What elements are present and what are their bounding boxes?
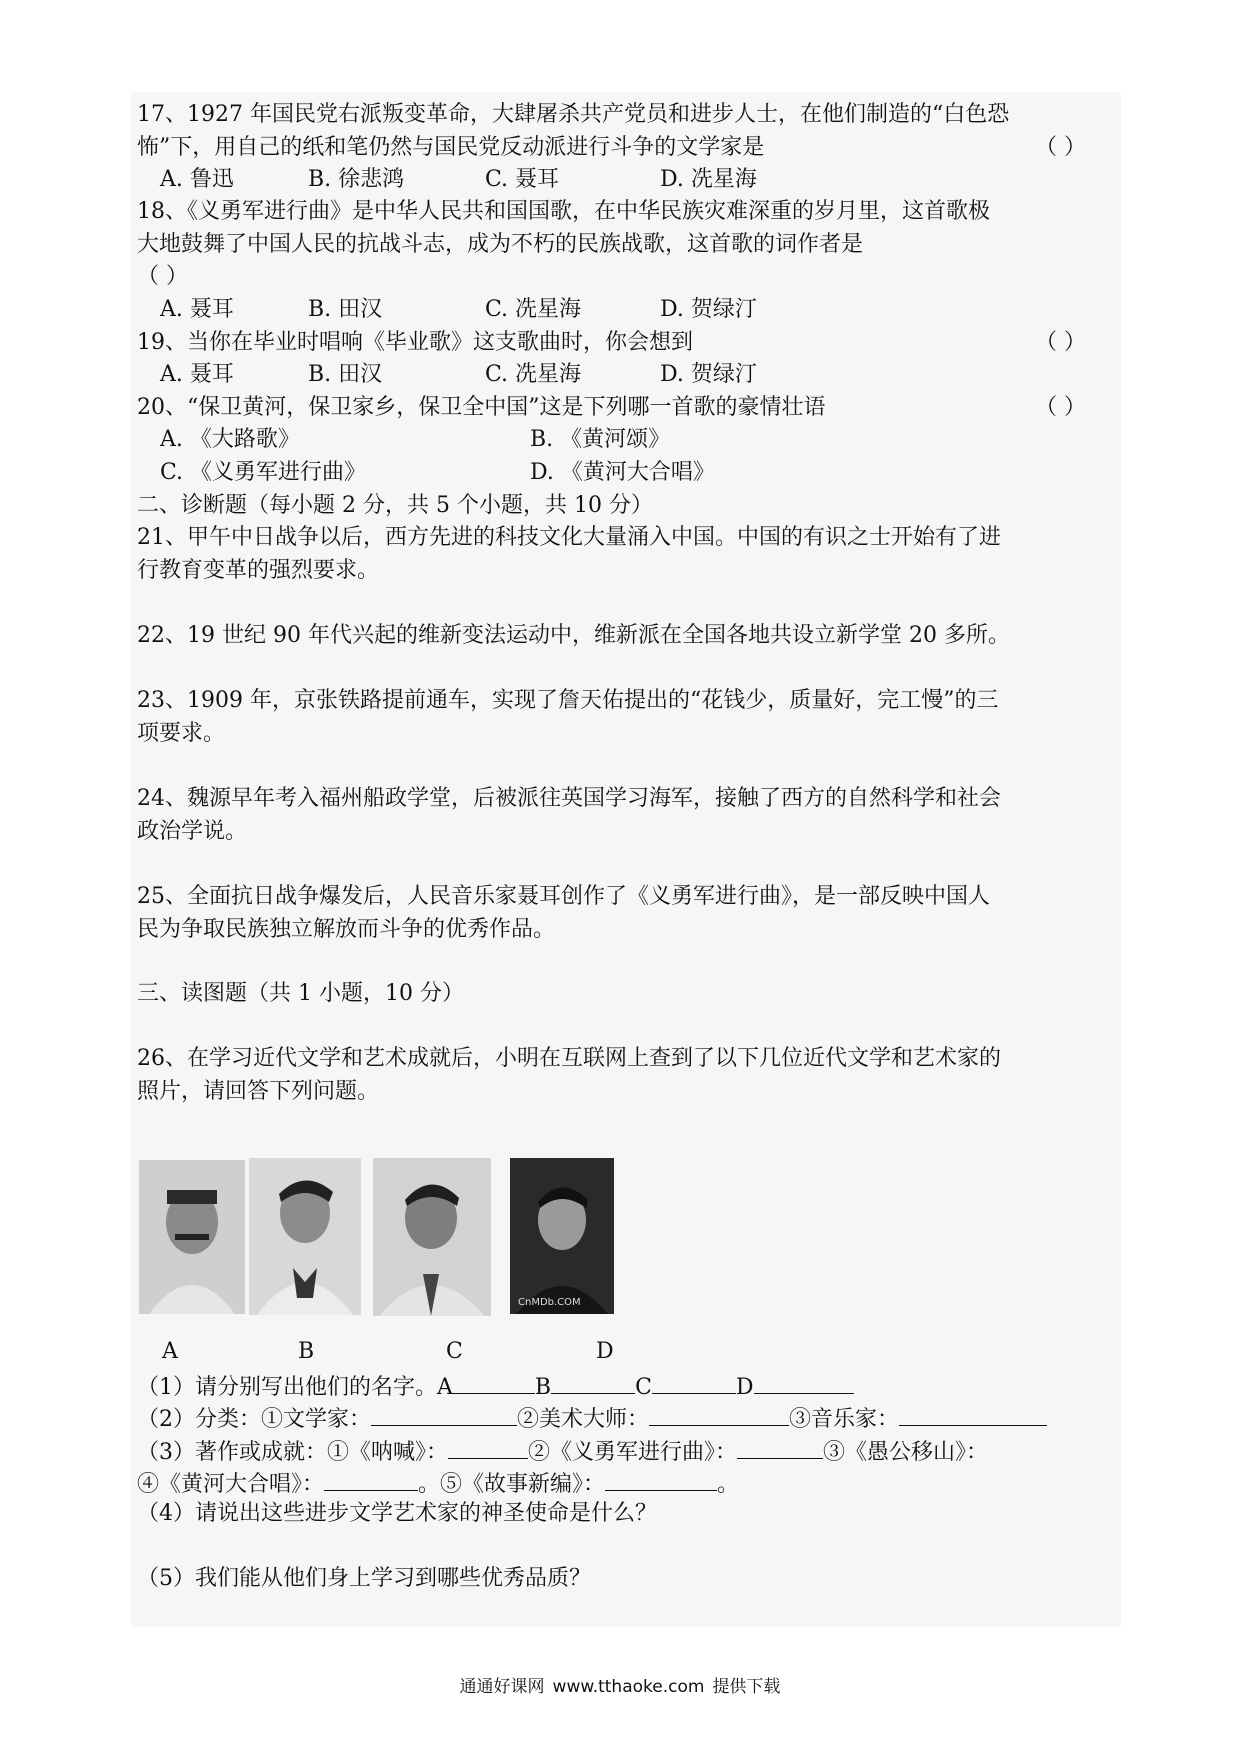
q26-sub1-prefix: （1）请分别写出他们的名字。A	[137, 1375, 453, 1400]
portrait-photo-c	[373, 1158, 491, 1316]
answer-blank-artists[interactable]	[649, 1401, 789, 1426]
portrait-photo-d	[510, 1158, 614, 1314]
q26-sub2-label-b: ②美术大师：	[517, 1407, 650, 1432]
q26-sub3-label-c: ③《愚公移山》：	[823, 1440, 989, 1465]
q25-text-line1: 25、全面抗日战争爆发后，人民音乐家聂耳创作了《义勇军进行曲》，是一部反映中国人	[137, 884, 990, 909]
q17-text-line1: 17、1927 年国民党右派叛变革命，大肆屠杀共产党员和进步人士，在他们制造的“白色恐	[137, 102, 1010, 127]
q23-text-line1: 23、1909 年，京张铁路提前通车，实现了詹天佑提出的“花钱少，质量好，完工慢”的三	[137, 688, 999, 713]
q20-option-d: D. 《黄河大合唱》	[530, 460, 715, 485]
q26-sub2-label-c: ③音乐家：	[789, 1407, 900, 1432]
photo-label-a: A	[162, 1339, 178, 1364]
q19-text-line1: 19、当你在毕业时唱响《毕业歌》这支歌曲时，你会想到	[137, 330, 693, 355]
q25-text-line2: 民为争取民族独立解放而斗争的优秀作品。	[137, 917, 556, 942]
q17-option-a: A. 鲁迅	[160, 167, 234, 192]
answer-blank-nahan[interactable]	[448, 1434, 528, 1459]
q18-answer-paren: （ ）	[137, 264, 188, 289]
q21-text-line1: 21、甲午中日战争以后，西方先进的科技文化大量涌入中国。中国的有识之士开始有了进	[137, 525, 1001, 550]
q20-option-b: B. 《黄河颂》	[530, 427, 671, 452]
photo-label-b: B	[298, 1339, 315, 1364]
answer-blank-old-tales[interactable]	[605, 1466, 717, 1491]
q19-option-c: C. 冼星海	[485, 362, 582, 387]
q17-option-c: C. 聂耳	[485, 167, 560, 192]
q19-option-b: B. 田汉	[308, 362, 383, 387]
section2-heading: 二、诊断题（每小题 2 分，共 5 个小题，共 10 分）	[137, 493, 653, 518]
q26-text-line1: 26、在学习近代文学和艺术成就后，小明在互联网上查到了以下几位近代文学和艺术家的	[137, 1046, 1001, 1071]
answer-blank-musicians[interactable]	[899, 1401, 1047, 1426]
q26-sub2	[137, 1401, 1047, 1435]
q26-sub2-prefix: （2）分类：①文学家：	[137, 1407, 371, 1432]
q17-answer-paren: （ ）	[1035, 135, 1086, 160]
q26-sub3b-label-a: ④《黄河大合唱》：	[137, 1472, 325, 1497]
answer-blank-name-d[interactable]	[754, 1369, 854, 1394]
q20-option-a: A. 《大路歌》	[160, 427, 300, 452]
footer-url[interactable]: www.tthaoke.com	[552, 1677, 705, 1697]
q26-sub5: （5）我们能从他们身上学习到哪些优秀品质？	[137, 1566, 591, 1591]
answer-blank-writers[interactable]	[371, 1401, 517, 1426]
q26-sub1-label-c: C	[635, 1375, 652, 1400]
q26-sub4: （4）请说出这些进步文学艺术家的神圣使命是什么？	[137, 1501, 657, 1526]
q26-sub1-label-d: D	[735, 1375, 754, 1400]
q26-sub3	[137, 1434, 988, 1468]
q18-option-c: C. 冼星海	[485, 297, 582, 322]
q26-sub3-cont	[137, 1466, 739, 1500]
answer-blank-name-a[interactable]	[453, 1369, 535, 1394]
q20-answer-paren: （ ）	[1035, 395, 1086, 420]
q19-answer-paren: （ ）	[1035, 330, 1086, 355]
photo-watermark: CnMDb.COM	[518, 1297, 581, 1308]
answer-blank-march[interactable]	[737, 1434, 823, 1459]
q22-text-line1: 22、19 世纪 90 年代兴起的维新变法运动中，维新派在全国各地共设立新学堂 20 多所。	[137, 623, 1010, 648]
page-footer	[0, 1672, 1240, 1697]
q17-option-d: D. 冼星海	[660, 167, 757, 192]
q21-text-line2: 行教育变革的强烈要求。	[137, 558, 380, 583]
section3-heading: 三、读图题（共 1 小题，10 分）	[137, 981, 464, 1006]
q26-sub1	[137, 1369, 854, 1403]
q23-text-line2: 项要求。	[137, 721, 226, 746]
q26-sub1-label-b: B	[534, 1375, 552, 1400]
photo-label-c: C	[446, 1339, 463, 1364]
q26-sub3-label-b: ②《义勇军进行曲》：	[528, 1440, 738, 1465]
q17-option-b: B. 徐悲鸿	[308, 167, 405, 192]
q19-option-a: A. 聂耳	[160, 362, 234, 387]
q26-sub3-prefix: （3）著作或成就：①《呐喊》：	[137, 1440, 448, 1465]
q26-sub3b-label-b: 。⑤《故事新编》：	[418, 1472, 606, 1497]
q19-option-d: D. 贺绿汀	[660, 362, 757, 387]
q26-text-line2: 照片，请回答下列问题。	[137, 1079, 380, 1104]
q24-text-line1: 24、魏源早年考入福州船政学堂，后被派往英国学习海军，接触了西方的自然科学和社会	[137, 786, 1001, 811]
portrait-photo-a	[139, 1160, 245, 1314]
photo-label-d: D	[596, 1339, 614, 1364]
q20-text-line1: 20、“保卫黄河，保卫家乡，保卫全中国”这是下列哪一首歌的豪情壮语	[137, 395, 826, 420]
answer-blank-yellow-river[interactable]	[324, 1466, 418, 1491]
q18-option-a: A. 聂耳	[160, 297, 234, 322]
q18-text-line2: 大地鼓舞了中国人民的抗战斗志，成为不朽的民族战歌，这首歌的词作者是	[137, 232, 864, 257]
q20-option-c: C. 《义勇军进行曲》	[160, 460, 367, 485]
footer-site-name: 通通好课网	[459, 1677, 545, 1697]
footer-note: 提供下载	[712, 1677, 781, 1697]
q26-sub3b-label-c: 。	[717, 1472, 740, 1497]
q17-text-line2: 怖”下，用自己的纸和笔仍然与国民党反动派进行斗争的文学家是	[137, 135, 765, 160]
q24-text-line2: 政治学说。	[137, 819, 248, 844]
q18-text-line1: 18、《义勇军进行曲》是中华人民共和国国歌，在中华民族灾难深重的岁月里，这首歌极	[137, 199, 990, 224]
q18-option-b: B. 田汉	[308, 297, 383, 322]
answer-blank-name-b[interactable]	[551, 1369, 635, 1394]
q18-option-d: D. 贺绿汀	[660, 297, 757, 322]
answer-blank-name-c[interactable]	[652, 1369, 736, 1394]
portrait-photo-b	[249, 1158, 361, 1315]
